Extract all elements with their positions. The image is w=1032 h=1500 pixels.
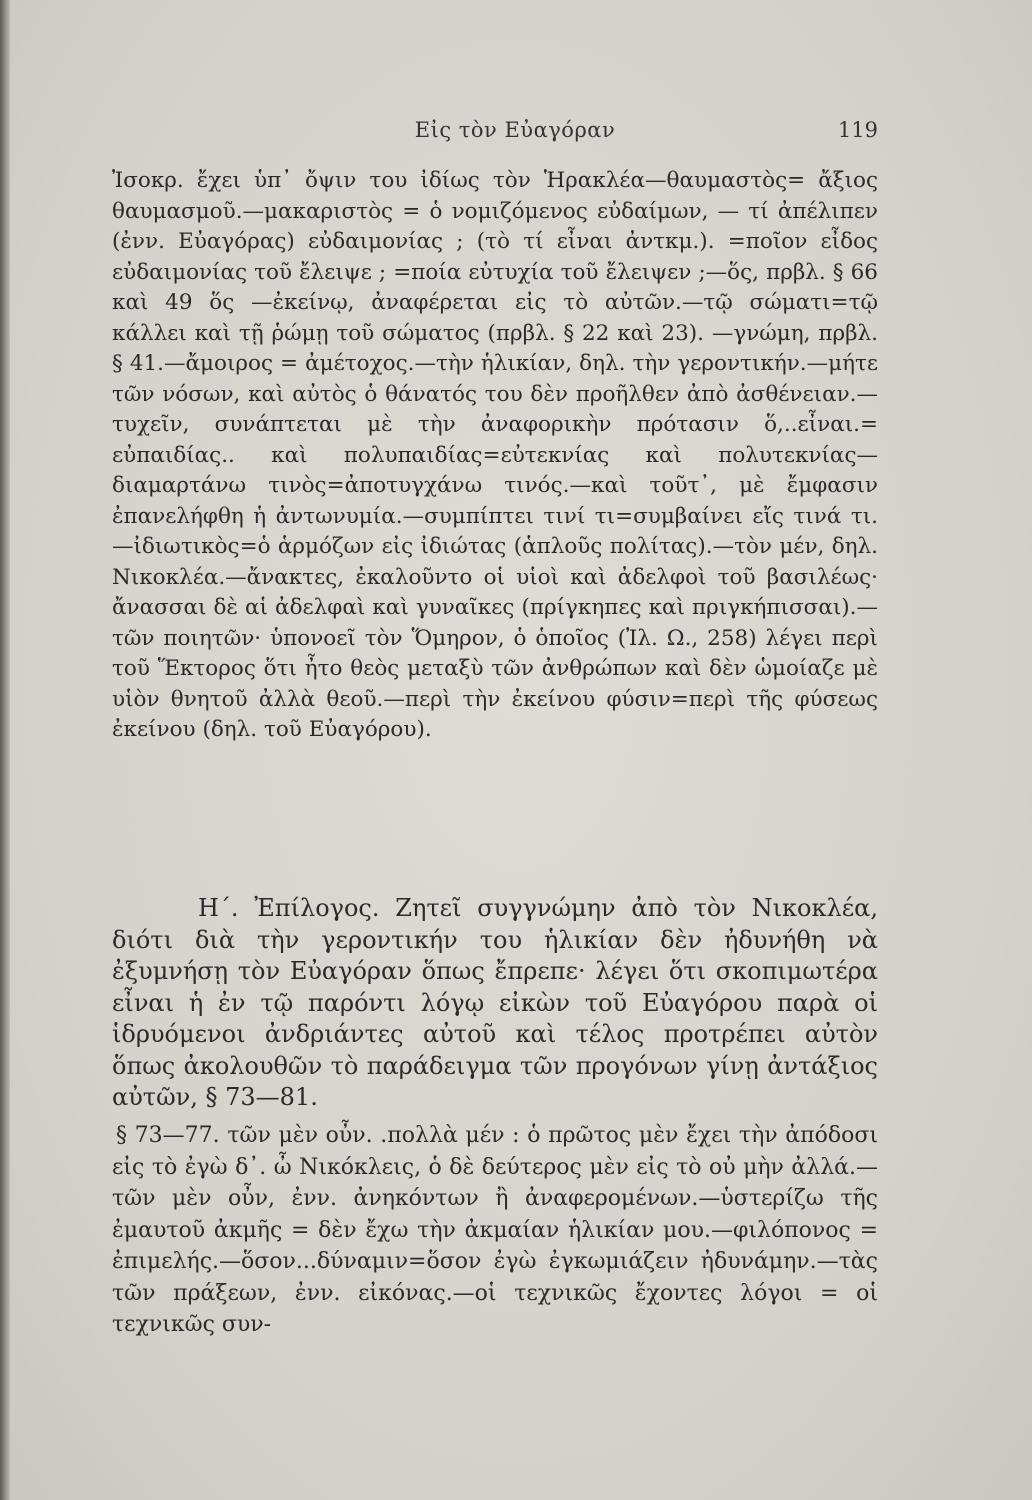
running-header-title: Εἰς τὸν Εὐαγόραν: [414, 118, 616, 142]
page-number: 119: [837, 118, 878, 142]
page-edge-shadow: [0, 0, 10, 1500]
epilogue-paragraph: Η΄. Ἐπίλογος. Ζητεῖ συγγνώμην ἀπὸ τὸν Νικοκλέα, διότι διὰ τὴν γεροντικήν του ἡλικίαν δὲν ἠδυνήθη νὰ ἐξυμνήσῃ τὸν Εὐαγόραν ὅπως ἔπρεπε· λέγει ὅτι σκοπιμωτέρα εἶναι ἡ ἐν τῷ παρόντι λόγῳ εἰκὼν τοῦ Εὐαγόρου παρὰ οἱ ἱδρυόμενοι ἀνδριάντες αὐτοῦ καὶ τέλος προτρέπει αὐτὸν ὅπως ἀκολουθῶν τὸ παράδειγμα τῶν προγόνων γίνῃ ἀντάξιος αὐτῶν, § 73—81.: [112, 894, 878, 1111]
commentary-notes: [112, 166, 878, 746]
commentary-paragraph: Ἰσοκρ. ἔχει ὑπ᾿ ὄψιν του ἰδίως τὸν Ἡρακλέα—θαυμαστὸς= ἄξιος θαυμασμοῦ.—μακαριστὸς = ὁ νομιζόμενος εὐδαίμων, — τί ἀπέλιπεν (ἐνν. Εὐαγόρας) εὐδαιμονίας ; (τὸ τί εἶναι ἀντκμ.). =ποῖον εἶδος εὐδαιμονίας τοῦ ἔλειψε ; =ποία εὐτυχία τοῦ ἔλειψεν ;—ὅς, πρβλ. § 66 καὶ 49 ὅς —ἐκείνῳ, ἀναφέρεται εἰς τὸ αὐτῶν.—τῷ σώματι=τῷ κάλλει καὶ τῇ ῥώμῃ τοῦ σώματος (πρβλ. § 22 καὶ 23). —γνώμη, πρβλ. § 41.—ἄμοιρος = ἀμέτοχος.—τὴν ἡλικίαν, δηλ. τὴν γεροντικήν.—μήτε τῶν νόσων, καὶ αὐτὸς ὁ θάνατός του δὲν προῆλθεν ἀπὸ ἀσθένειαν.—τυχεῖν, συνάπτεται μὲ τὴν ἀναφορικὴν πρότασιν ὅ,..εἶναι.= εὐπαιδίας.. καὶ πολυπαιδίας=εὐτεκνίας καὶ πολυτεκνίας— διαμαρτάνω τινὸς=ἀποτυγχάνω τινός.—καὶ τοῦτ᾿, μὲ ἔμφασιν ἐπανελήφθη ἡ ἀντωνυμία.—συμπίπτει τινί τι=συμβαίνει εἴς τινά τι.—ἰδιωτικὸς=ὁ ἁρμόζων εἰς ἰδιώτας (ἁπλοῦς πολίτας).—τὸν μέν, δηλ. Νικοκλέα.—ἄνακτες, ἐκαλοῦντο οἱ υἱοὶ καὶ ἀδελφοὶ τοῦ βασιλέως· ἄνασσαι δὲ αἱ ἀδελφαὶ καὶ γυναῖκες (πρίγκηπες καὶ πριγκήπισσαι).—τῶν ποιητῶν· ὑπονοεῖ τὸν Ὅμηρον, ὁ ὁποῖος (Ἰλ. Ω., 258) λέγει περὶ τοῦ Ἕκτορος ὅτι ἦτο θεὸς μεταξὺ τῶν ἀνθρώπων καὶ δὲν ὡμοίαζε μὲ υἱὸν θνητοῦ ἀλλὰ θεοῦ.—περὶ τὴν ἐκείνου φύσιν=περὶ τῆς φύσεως ἐκείνου (δηλ. τοῦ Εὐαγόρου).: [112, 168, 878, 742]
epilogue-summary: [112, 893, 878, 1114]
section-73-77-commentary: [112, 1120, 878, 1341]
section-paragraph: § 73—77. τῶν μὲν οὖν. .πολλὰ μέν : ὁ πρῶτος μὲν ἔχει τὴν ἀπόδοσι εἰς τὸ ἐγὼ δ᾿. ὦ Νικόκλεις, ὁ δὲ δεύτερος μὲν εἰς τὸ οὐ μὴν ἀλλά.—τῶν μὲν οὖν, ἐνν. ἀνηκόντων ἢ ἀναφερομένων.—ὑστερίζω τῆς ἐμαυτοῦ ἀκμῆς = δὲν ἔχω τὴν ἀκμαίαν ἡλικίαν μου.—φιλόπονος = ἐπιμελής.—ὅσον...δύναμιν=ὅσον ἐγὼ ἐγκωμιάζειν ἠδυνάμην.—τὰς τῶν πράξεων, ἐνν. εἰκόνας.—οἱ τεχνικῶς ἔχοντες λόγοι = οἱ τεχνικῶς συν-: [112, 1123, 878, 1337]
